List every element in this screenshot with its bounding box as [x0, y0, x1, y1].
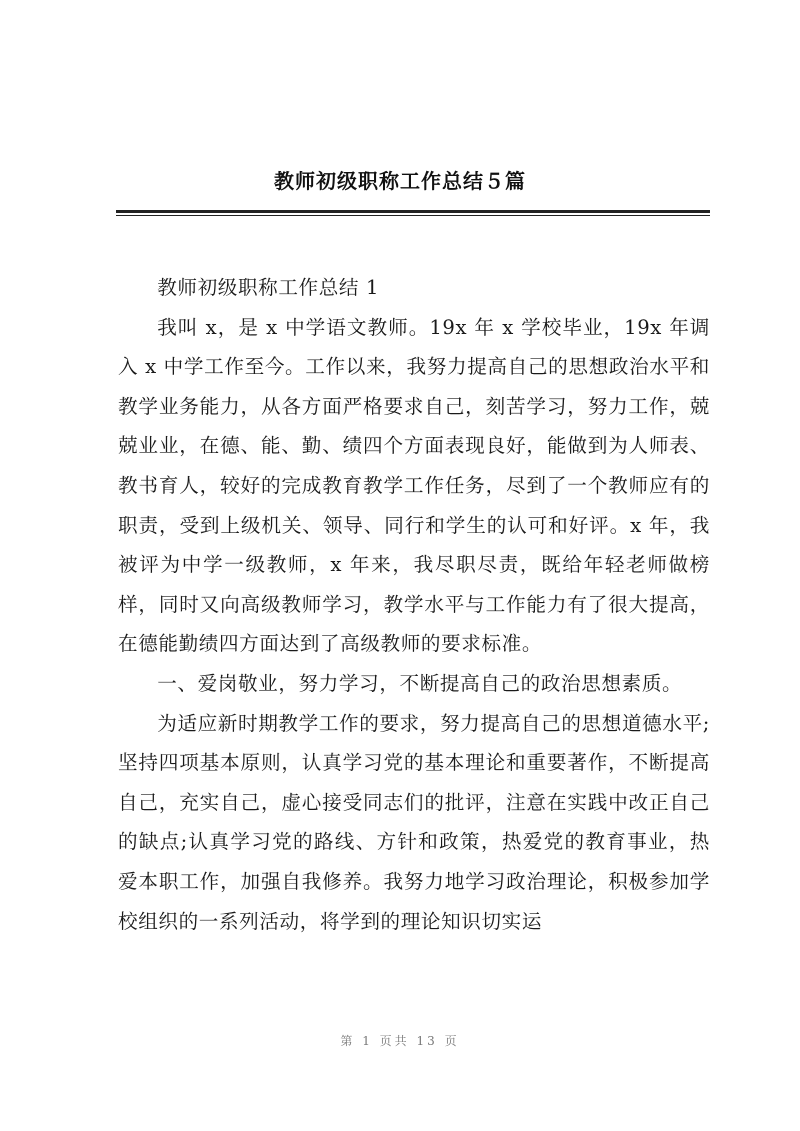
- page-footer: 第 1 页共 13 页: [340, 1034, 460, 1048]
- document-title: 教师初级职称工作总结５篇: [274, 169, 526, 193]
- document-body: [118, 268, 710, 941]
- paragraph-political-study: 为适应新时期教学工作的要求，努力提高自己的思想道德水平;坚持四项基本原则，认真学习党的基本理论和重要著作，不断提高自己，充实自己，虚心接受同志们的批评，注意在实践中改正自己的缺点;认真学习党的路线、方针和政策，热爱党的教育事业，热爱本职工作，加强自我修养。我努力地学习政治理论，积极参加学校组织的一系列活动，将学到的理论知识切实运: [118, 711, 710, 933]
- paragraph-heading-one: 一、爱岗敬业，努力学习，不断提高自己的政治思想素质。: [157, 671, 683, 695]
- section-heading: 教师初级职称工作总结 1: [157, 276, 380, 299]
- title-divider: [116, 210, 710, 213]
- title-divider-thin: [116, 215, 710, 216]
- paragraph-intro: 我叫 x，是 x 中学语文教师。19x 年 x 学校毕业，19x 年调入 x 中学工作至今。工作以来，我努力提高自己的思想政治水平和教学业务能力，从各方面严格要求自己，刻苦学习，努力工作，兢兢业业，在德、能、勤、绩四个方面表现良好，能做到为人师表、教书育人，较好的完成教育教学工作任务，尽到了一个教师应有的职责，受到上级机关、领导、同行和学生的认可和好评。x 年，我被评为中学一级教师，x 年来，我尽职尽责，既给年轻老师做榜样，同时又向高级教师学习，教学水平与工作能力有了很大提高，在德能勤绩四方面达到了高级教师的要求标准。: [118, 315, 710, 656]
